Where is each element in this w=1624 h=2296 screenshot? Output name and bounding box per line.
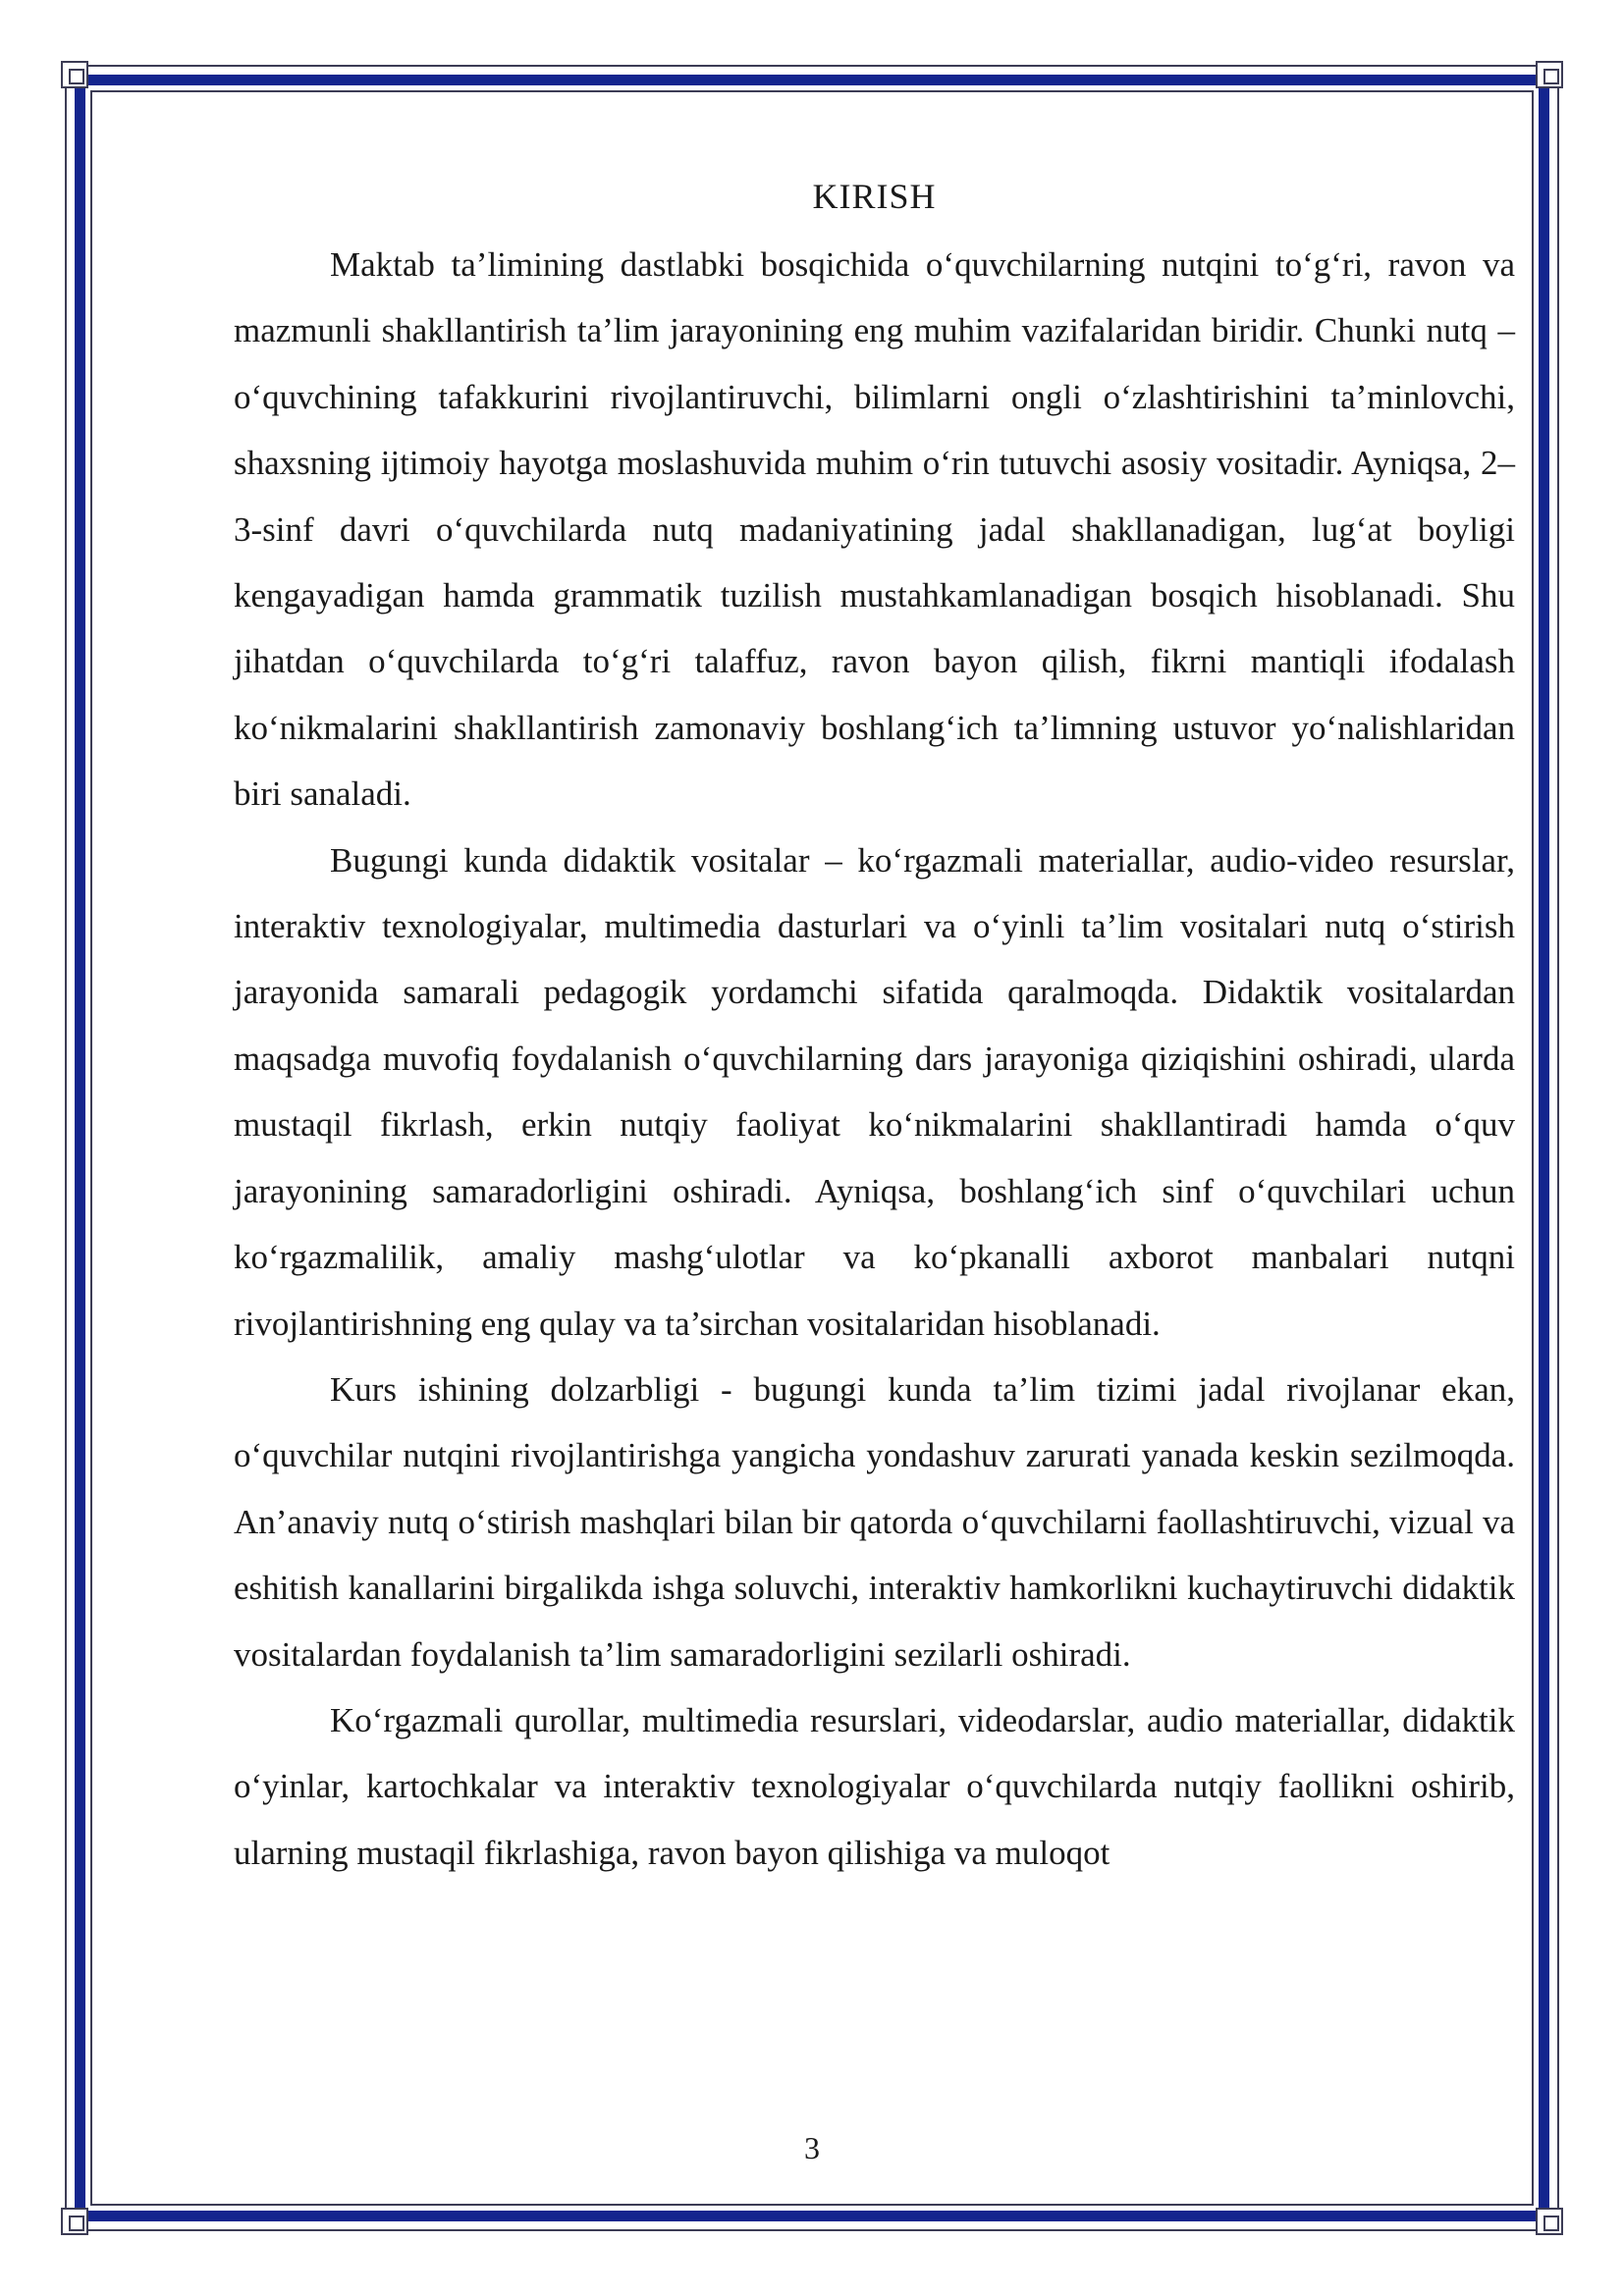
paragraph: Kurs ishining dolzarbligi - bugungi kunda ta’lim tizimi jadal rivojlanar ekan, o‘quvchilar nutqini rivojlantirishga yangicha yondashuv zarurati yanada keskin sezilmoqda. An’anaviy nutq o‘stirish mashqlari bilan bir qatorda o‘quvchilarni faollashtiruvchi, vizual va eshitish kanallarini birgalikda ishga soluvchi, interaktiv hamkorlikni kuchaytiruvchi didaktik vositalardan foydalanish ta’lim samaradorligini sezilarli oshiradi. <box>234 1369 1515 1674</box>
paragraph: Ko‘rgazmali qurollar, multimedia resurslari, videodarslar, audio materiallar, didaktik o‘yinlar, kartochkalar va interaktiv texnologiyalar o‘quvchilarda nutqiy faollikni oshirib, ularning mustaqil fikrlashiga, ravon bayon qilishiga va muloqot <box>234 1700 1515 1872</box>
paragraph: Maktab ta’limining dastlabki bosqichida o‘quvchilarning nutqini to‘g‘ri, ravon va mazmunli shakllantirish ta’lim jarayonining eng muhim vazifalaridan biridir. Chunki nutq – o‘quvchining tafakkurini rivojlantiruvchi, bilimlarni ongli o‘zlashtirishini ta’minlovchi, shaxsning ijtimoiy hayotga moslashuvida muhim o‘rin tutuvchi asosiy vositadir. Ayniqsa, 2–3-sinf davri o‘quvchilarda nutq madaniyatining jadal shakllanadigan, lug‘at boyligi kengayadigan hamda grammatik tuzilish mustahkamlanadigan bosqich hisoblanadi. Shu jihatdan o‘quvchilarda to‘g‘ri talaffuz, ravon bayon qilish, fikrni mantiqli ifodalash ko‘nikmalarini shakllantirish zamonaviy boshlang‘ich ta’limning ustuvor yo‘nalishlaridan biri sanaladi. <box>234 245 1515 814</box>
document-body <box>234 167 1515 1886</box>
frame-corner-ornament <box>61 2208 88 2235</box>
frame-corner-ornament <box>1536 2208 1563 2235</box>
paragraph: Bugungi kunda didaktik vositalar – ko‘rgazmali materiallar, audio-video resurslar, interaktiv texnologiyalar, multimedia dasturlari va o‘yinli ta’lim vositalari nutq o‘stirish jarayonida samarali pedagogik yordamchi sifatida qaralmoqda. Didaktik vositalardan maqsadga muvofiq foydalanish o‘quvchilarning dars jarayoniga qiziqishini oshiradi, ularda mustaqil fikrlash, erkin nutqiy faoliyat ko‘nikmalarini shakllantiradi hamda o‘quv jarayonining samaradorligini oshiradi. Ayniqsa, boshlang‘ich sinf o‘quvchilari uchun ko‘rgazmalilik, amaliy mashg‘ulotlar va ko‘pkanalli axborot manbalari nutqni rivojlantirishning eng qulay va ta’sirchan vositalaridan hisoblanadi. <box>234 840 1515 1343</box>
frame-corner-ornament <box>61 61 88 88</box>
frame-corner-ornament <box>1536 61 1563 88</box>
section-title: KIRISH <box>812 177 937 216</box>
page-number: 3 <box>804 2130 820 2165</box>
